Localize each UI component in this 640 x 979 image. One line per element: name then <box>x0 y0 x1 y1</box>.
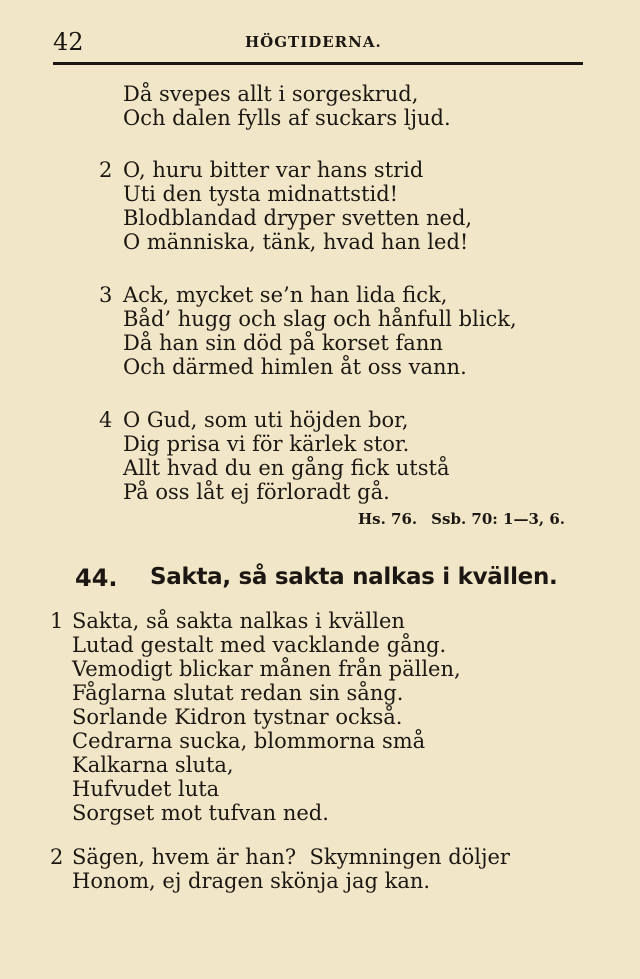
verse-line: Ack, mycket se’n han lida fick, <box>123 283 448 307</box>
verse-line: Sorlande Kidron tystnar också. <box>72 705 403 729</box>
verse-line: Lutad gestalt med vacklande gång. <box>72 633 447 657</box>
ssb-reference: Ssb. 70: 1—3, 6. <box>431 510 565 528</box>
verse-line: Allt hvad du en gång fick utstå <box>123 456 450 480</box>
hymn-title: Sakta, så sakta nalkas i kvällen. <box>150 564 558 590</box>
hymn-references <box>358 510 579 528</box>
verse-line: Sakta, så sakta nalkas i kvällen <box>72 609 405 633</box>
hs-reference: Hs. 76. <box>358 510 418 528</box>
verse-line: Vemodigt blickar månen från pällen, <box>72 657 461 681</box>
verse-number: 4 <box>99 408 113 432</box>
verse-line: Blodblandad dryper svetten ned, <box>123 206 473 230</box>
verse-line: Honom, ej dragen skönja jag kan. <box>72 869 431 893</box>
verse-number: 2 <box>50 845 64 869</box>
verse-line: Cedrarna sucka, blommorna små <box>72 729 426 753</box>
verse-number: 2 <box>99 158 113 182</box>
verse-line: Uti den tysta midnattstid! <box>123 182 399 206</box>
verse-line: Och dalen fylls af suckars ljud. <box>123 106 451 130</box>
verse-line: Dig prisa vi för kärlek stor. <box>123 432 410 456</box>
verse-line: På oss låt ej förloradt gå. <box>123 480 390 504</box>
verse-line: Kalkarna sluta, <box>72 753 234 777</box>
verse-line: Då svepes allt i sorgeskrud, <box>123 82 419 106</box>
verse-line: Och därmed himlen åt oss vann. <box>123 355 467 379</box>
verse-line: O människa, tänk, hvad han led! <box>123 230 469 254</box>
verse-number: 3 <box>99 283 113 307</box>
verse-line: O Gud, som uti höjden bor, <box>123 408 409 432</box>
verse-line: Sägen, hvem är han? Skymningen döljer <box>72 845 510 869</box>
page-number: 42 <box>53 28 84 56</box>
verse-line: Fåglarna slutat redan sin sång. <box>72 681 404 705</box>
verse-line: Båd’ hugg och slag och hånfull blick, <box>123 307 517 331</box>
verse-number: 1 <box>50 609 64 633</box>
header-rule <box>53 62 583 65</box>
verse-line: O, huru bitter var hans strid <box>123 158 424 182</box>
running-title: HÖGTIDERNA. <box>245 33 382 51</box>
verse-line: Sorgset mot tufvan ned. <box>72 801 329 825</box>
hymn-number: 44. <box>75 564 118 592</box>
verse-line: Hufvudet luta <box>72 777 220 801</box>
verse-line: Då han sin död på korset fann <box>123 331 443 355</box>
